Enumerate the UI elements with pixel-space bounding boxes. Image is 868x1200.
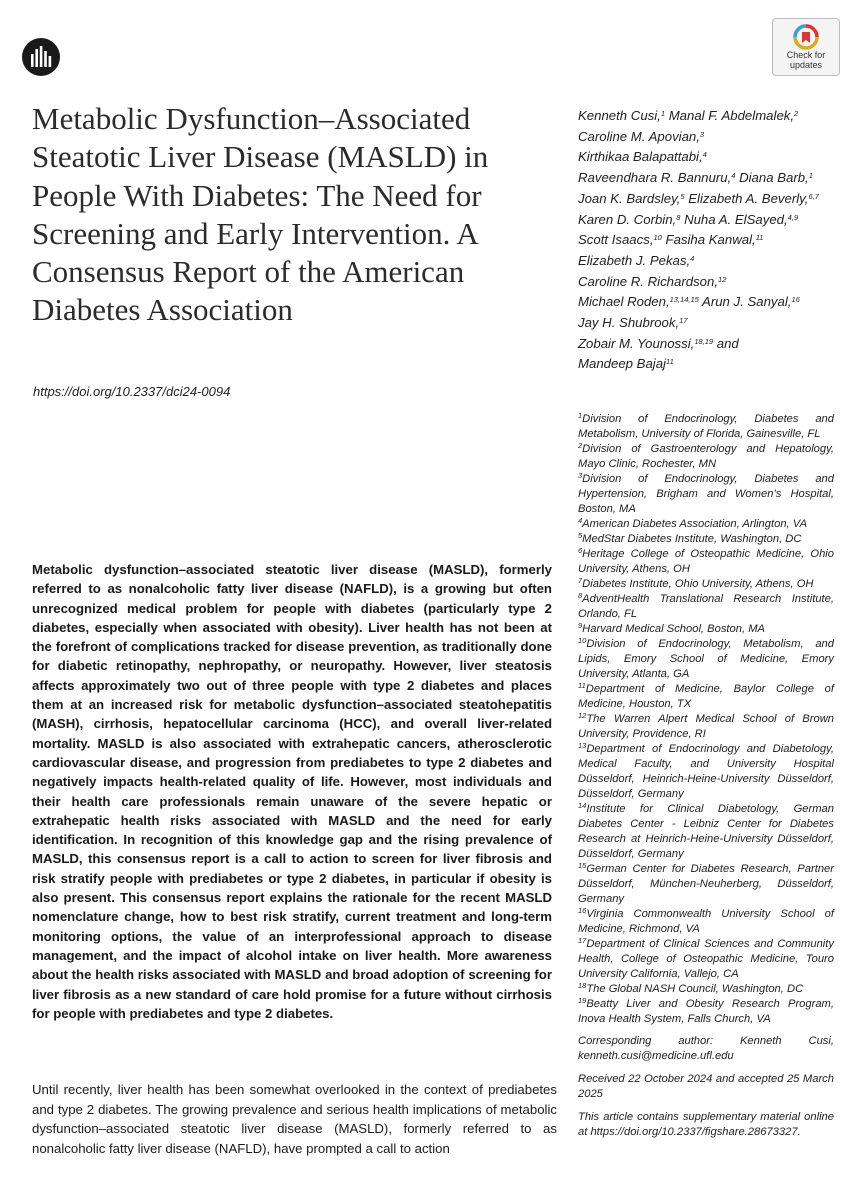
affiliations-block <box>578 412 834 1140</box>
author-name: Elizabeth A. Beverly, <box>688 190 809 206</box>
article-title: Metabolic Dysfunction–Associated Steatotic Liver Disease (MASLD) in People With Diabetes: The Need for Screening and Early Intervention. A Consensus Report of the American Diabetes Association <box>32 101 489 328</box>
affiliation-number: 13 <box>578 741 587 750</box>
affiliation-text: Harvard Medical School, Boston, MA <box>582 623 765 635</box>
affiliation-item <box>578 547 834 577</box>
author-name: Scott Isaacs, <box>578 232 654 248</box>
affiliation-number: 17 <box>578 936 587 945</box>
affiliation-number: 1 <box>578 411 583 420</box>
affiliation-number: 14 <box>578 801 587 810</box>
author-line <box>578 313 848 334</box>
author-name: Fasiha Kanwal, <box>665 232 756 248</box>
author-name: Caroline M. Apovian, <box>578 128 700 144</box>
author-affiliation-number: 4 <box>731 171 736 181</box>
affiliation-text: Beatty Liver and Obesity Research Program, Inova Health System, Falls Church, VA <box>578 998 834 1025</box>
author-line <box>578 354 848 375</box>
author-name: Kenneth Cusi, <box>578 108 661 123</box>
author-affiliation-number: 3 <box>699 129 705 139</box>
author-affiliation-number: 17 <box>679 316 688 326</box>
affiliation-text: Division of Endocrinology, Diabetes and Hypertension, Brigham and Women’s Hospital, Boston, MA <box>578 473 834 515</box>
article-doi-link[interactable]: https://doi.org/10.2337/dci24-0094 <box>33 384 231 399</box>
author-affiliation-number: 10 <box>653 233 662 243</box>
affiliation-number: 8 <box>578 591 583 600</box>
abstract-paragraph: Metabolic dysfunction–associated steatotic liver disease (MASLD), formerly referred to as nonalcoholic fatty liver disease (NAFLD), is a growing but often unrecognized medical problem for people with diabetes (particularly type 2 diabetes, especially when associated with obesity). Liver health has not been at the forefront of complications tracked for disease prevention, as traditionally done for diabetic retinopathy, nephropathy, or neuropathy. However, liver steatosis affects approximately two out of three people with type 2 diabetes and places them at an increased risk for metabolic dysfunction–associated steatohepatitis (MASH), cirrhosis, hepatocellular carcinoma (HCC), and overall liver-related mortality. MASLD is also associated with extrahepatic cancers, atherosclerotic cardiovascular disease, and progression from prediabetes to type 2 diabetes and negatively impacts health-related quality of life. However, most individuals and their health care professionals remain unaware of the severe hepatic or extrahepatic health risks associated with MASLD and the need for early identification. In recognition of this knowledge gap and the rising prevalence of MASLD, this consensus report is a call to action to screen for liver fibrosis and risk stratify people with prediabetes or type 2 diabetes, in particular if obesity is also present. This consensus report explains the rationale for the recent MASLD nomenclature change, how to best risk stratify, current treatment and long-term monitoring options, the value of an interprofessional approach to disease management, and the impact of alcohol intake on liver health. More awareness about the health risks associated with MASLD and broad adoption of screening for liver fibrosis as a new standard of care hold promise for a future without cirrhosis for people with prediabetes and type 2 diabetes. <box>32 562 552 1021</box>
affiliation-item <box>578 682 834 712</box>
author-name: Diana Barb, <box>739 170 809 186</box>
author-line <box>578 251 848 272</box>
author-affiliation-number: 12 <box>718 274 727 284</box>
author-affiliation-number: 13,14,15 <box>669 295 699 305</box>
author-line <box>578 334 848 355</box>
received-dates: Received 22 October 2024 and accepted 25 March 2025 <box>578 1073 834 1100</box>
affiliation-number: 6 <box>578 546 583 555</box>
affiliation-item <box>578 982 834 997</box>
affiliation-number: 3 <box>578 471 583 480</box>
affiliation-item <box>578 412 834 442</box>
affiliation-item <box>578 637 834 682</box>
author-name: Zobair M. Younossi, <box>578 335 695 351</box>
affiliation-number: 5 <box>578 531 583 540</box>
author-affiliation-number: 4 <box>690 253 695 263</box>
affiliation-text: MedStar Diabetes Institute, Washington, DC <box>582 533 802 545</box>
affiliation-item <box>578 472 834 517</box>
affiliation-item <box>578 997 834 1027</box>
affiliation-text: German Center for Diabetes Research, Partner Düsseldorf, München-Neuherberg, Düsseldorf, Germany <box>578 863 834 905</box>
affiliation-item <box>578 532 834 547</box>
affiliation-number: 9 <box>578 621 583 630</box>
bar-chart-logo-icon <box>22 38 60 76</box>
affiliation-text: Department of Medicine, Baylor College of Medicine, Houston, TX <box>578 683 834 710</box>
author-line <box>578 272 848 293</box>
affiliation-text: Division of Endocrinology, Metabolism, and Lipids, Emory School of Medicine, Emory University, Atlanta, GA <box>578 638 834 680</box>
author-name: Nuha A. ElSayed, <box>684 211 788 227</box>
affiliation-text: Division of Gastroenterology and Hepatology, Mayo Clinic, Rochester, MN <box>578 443 834 470</box>
affiliation-number: 19 <box>578 996 587 1005</box>
author-line <box>578 127 848 148</box>
affiliation-number: 10 <box>578 636 587 645</box>
author-conjunction: and <box>713 335 739 351</box>
author-affiliation-number: 4 <box>702 150 707 160</box>
affiliation-item <box>578 862 834 907</box>
affiliation-text: Department of Endocrinology and Diabetology, Medical Faculty, and University Hospital Düsseldorf, Heinrich-Heine-University Düsseldorf, Düsseldorf, Germany <box>578 743 834 800</box>
author-name: Mandeep Bajaj <box>578 356 666 372</box>
affiliation-text: Division of Endocrinology, Diabetes and Metabolism, University of Florida, Gainesville, FL <box>578 413 834 440</box>
author-name: Arun J. Sanyal, <box>702 294 792 310</box>
author-name: Raveendhara R. Bannuru, <box>578 170 732 186</box>
author-affiliation-number: 6,7 <box>808 191 819 201</box>
author-affiliation-number: 11 <box>755 233 764 243</box>
affiliation-number: 18 <box>578 981 587 990</box>
author-name: Michael Roden, <box>578 294 670 310</box>
affiliation-text: Institute for Clinical Diabetology, German Diabetes Center - Leibniz Center for Diabetes Research at Heinrich-Heine-University Düsseldorf, Düsseldorf, Germany <box>578 803 834 860</box>
affiliation-number: 15 <box>578 861 587 870</box>
author-name: Kirthikaa Balapattabi, <box>578 149 703 165</box>
affiliation-item <box>578 622 834 637</box>
author-name: Manal F. Abdelmalek, <box>668 108 795 123</box>
author-line <box>578 292 848 313</box>
author-affiliation-number: 18,19 <box>694 336 714 346</box>
author-affiliation-number: 11 <box>665 357 674 367</box>
author-line <box>578 210 848 231</box>
author-affiliation-number: 4,9 <box>787 212 799 222</box>
affiliation-item <box>578 907 834 937</box>
bookmark-ring-icon <box>793 24 819 50</box>
journal-logo <box>22 38 60 76</box>
author-affiliation-number: 8 <box>676 212 681 222</box>
check-for-updates-badge[interactable] <box>772 18 840 76</box>
affiliation-number: 11 <box>578 681 586 690</box>
author-affiliation-number: 16 <box>791 295 800 305</box>
author-name: Joan K. Bardsley, <box>578 190 681 206</box>
author-name: Elizabeth J. Pekas, <box>578 252 691 268</box>
affiliation-text: The Global NASH Council, Washington, DC <box>586 983 804 995</box>
affiliation-number: 12 <box>578 711 587 720</box>
author-affiliation-number: 1 <box>660 109 666 118</box>
intro-paragraph: Until recently, liver health has been somewhat overlooked in the context of prediabetes and type 2 diabetes. The growing prevalence and serious health implications of metabolic dysfunction–associated steatotic liver disease (MASLD), formerly referred to as nonalcoholic fatty liver disease (NAFLD), have prompted a call to action <box>32 1082 557 1156</box>
affiliation-item <box>578 742 834 802</box>
author-name: Karen D. Corbin, <box>578 211 677 227</box>
affiliation-item <box>578 802 834 862</box>
check-for-updates-label: Check for updates <box>786 50 826 70</box>
affiliation-text: Diabetes Institute, Ohio University, Athens, OH <box>582 578 814 590</box>
affiliation-number: 7 <box>578 576 583 585</box>
affiliation-number: 16 <box>578 906 587 915</box>
author-name: Caroline R. Richardson, <box>578 273 718 289</box>
affiliation-number: 2 <box>578 441 583 450</box>
supplementary-note: This article contains supplementary material online at https://doi.org/10.2337/figshare.28673327. <box>578 1111 834 1138</box>
affiliation-text: AdventHealth Translational Research Institute, Orlando, FL <box>578 593 834 620</box>
affiliation-text: The Warren Alpert Medical School of Brown University, Providence, RI <box>578 713 834 740</box>
author-name: Jay H. Shubrook, <box>578 315 680 331</box>
author-line <box>578 147 848 168</box>
author-affiliation-number: 1 <box>808 171 813 181</box>
affiliation-number: 4 <box>578 516 583 525</box>
author-list <box>578 106 848 375</box>
affiliation-text: Department of Clinical Sciences and Community Health, College of Osteopathic Medicine, Touro University California, Vallejo, CA <box>578 938 834 980</box>
author-line <box>578 168 848 189</box>
affiliation-item <box>578 517 834 532</box>
affiliation-text: American Diabetes Association, Arlington, VA <box>582 518 808 530</box>
affiliation-list <box>578 412 834 1027</box>
affiliation-item <box>578 592 834 622</box>
author-line <box>578 230 848 251</box>
author-affiliation-number: 2 <box>794 109 799 118</box>
author-affiliation-number: 5 <box>680 191 685 201</box>
author-line <box>578 189 848 210</box>
corresponding-author: Corresponding author: Kenneth Cusi, kenneth.cusi@medicine.ufl.edu <box>578 1035 834 1062</box>
affiliation-item <box>578 937 834 982</box>
affiliation-text: Virginia Commonwealth University School of Medicine, Richmond, VA <box>578 908 834 935</box>
affiliation-item <box>578 442 834 472</box>
affiliation-item <box>578 712 834 742</box>
affiliation-item <box>578 577 834 592</box>
affiliation-text: Heritage College of Osteopathic Medicine, Ohio University, Athens, OH <box>578 548 834 575</box>
author-line <box>578 106 848 127</box>
